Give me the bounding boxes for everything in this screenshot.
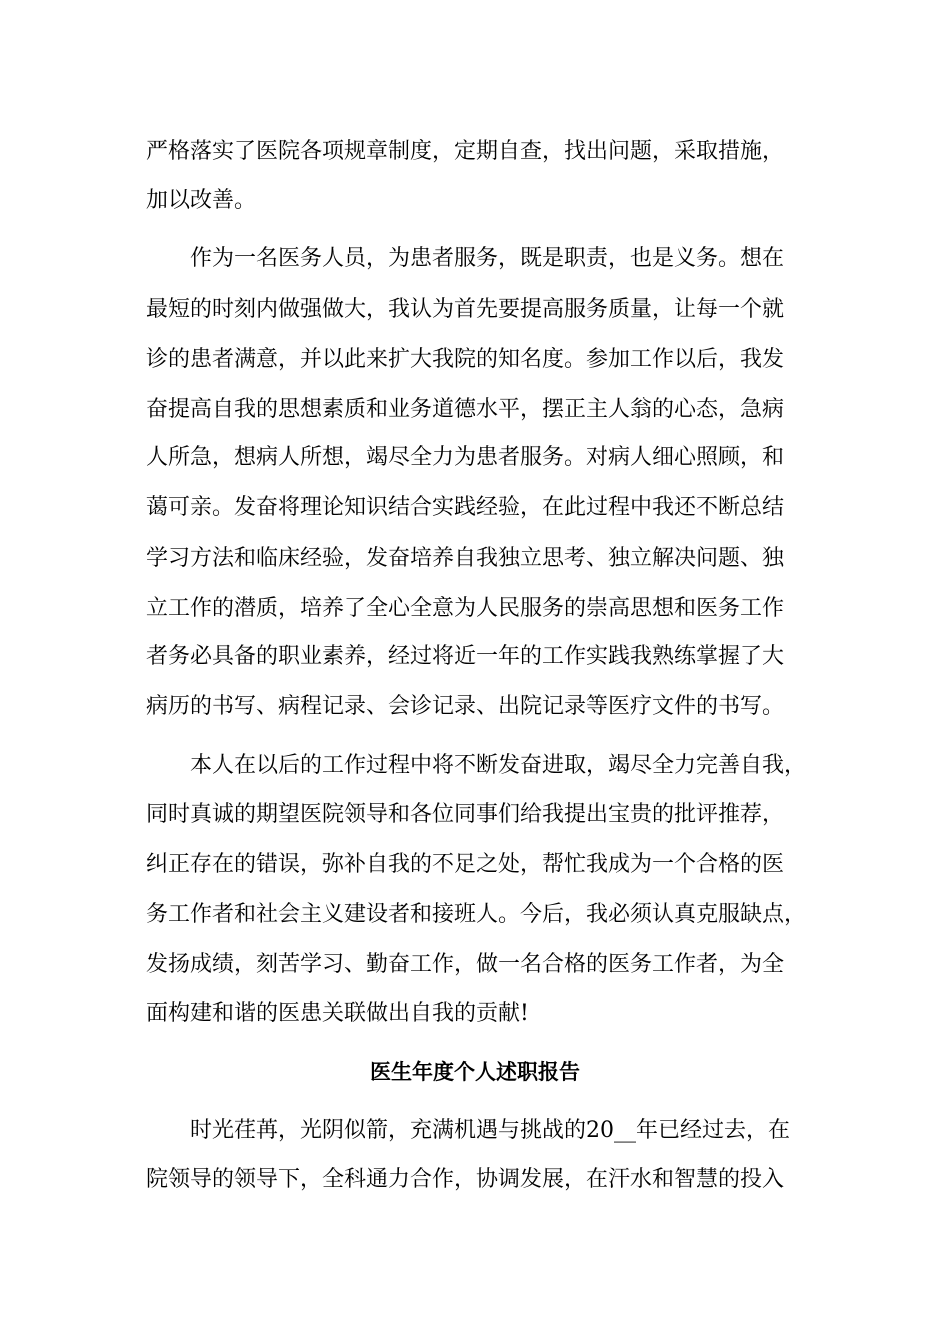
paragraph-2-line-4: 奋提高自我的思想素质和业务道德水平，摆正主人翁的心态，急病 [146,397,785,422]
paragraph-2-line-10: 病历的书写、病程记录、会诊记录、出院记录等医疗文件的书写。 [146,694,785,719]
paragraph-2-line-5: 人所急，想病人所想，竭尽全力为患者服务。对病人细心照顾，和 [146,445,785,470]
paragraph-1-line-1: 严格落实了医院各项规章制度，定期自查，找出问题，采取措施， [146,139,785,164]
paragraph-2-line-8: 立工作的潜质，培养了全心全意为人民服务的崇高思想和医务工作 [146,596,785,621]
paragraph-2-line-9: 者务必具备的职业素养，经过将近一年的工作实践我熟练掌握了大 [146,644,785,669]
paragraph-3-line-4: 务工作者和社会主义建设者和接班人。今后，我必须认真克服缺点， [146,902,807,927]
paragraph-3-line-3: 纠正存在的错误，弥补自我的不足之处，帮忙我成为一个合格的医 [146,852,785,877]
paragraph-1-line-2: 加以改善。 [146,188,257,213]
paragraph-2-line-6: 蔼可亲。发奋将理论知识结合实践经验，在此过程中我还不断总结 [146,495,785,520]
paragraph-4-line-1: 时光荏苒，光阴似箭，充满机遇与挑战的20__年已经过去，在 [190,1118,790,1143]
paragraph-2-line-2: 最短的时刻内做强做大，我认为首先要提高服务质量，让每一个就 [146,297,785,322]
paragraph-2-line-1: 作为一名医务人员，为患者服务，既是职责，也是义务。想在 [190,246,785,271]
paragraph-3-line-6: 面构建和谐的医患关联做出自我的贡献! [146,1001,529,1026]
paragraph-3-line-2: 同时真诚的期望医院领导和各位同事们给我提出宝贵的批评推荐， [146,802,785,827]
paragraph-2-line-7: 学习方法和临床经验，发奋培养自我独立思考、独立解决问题、独 [146,546,785,571]
section-title: 医生年度个人述职报告 [370,1059,580,1084]
paragraph-2-line-3: 诊的患者满意，并以此来扩大我院的知名度。参加工作以后，我发 [146,347,785,372]
paragraph-4-line-2: 院领导的领导下，全科通力合作，协调发展，在汗水和智慧的投入 [146,1167,785,1192]
paragraph-3-line-5: 发扬成绩，刻苦学习、勤奋工作，做一名合格的医务工作者，为全 [146,952,785,977]
paragraph-3-line-1: 本人在以后的工作过程中将不断发奋进取，竭尽全力完善自我， [190,753,807,778]
